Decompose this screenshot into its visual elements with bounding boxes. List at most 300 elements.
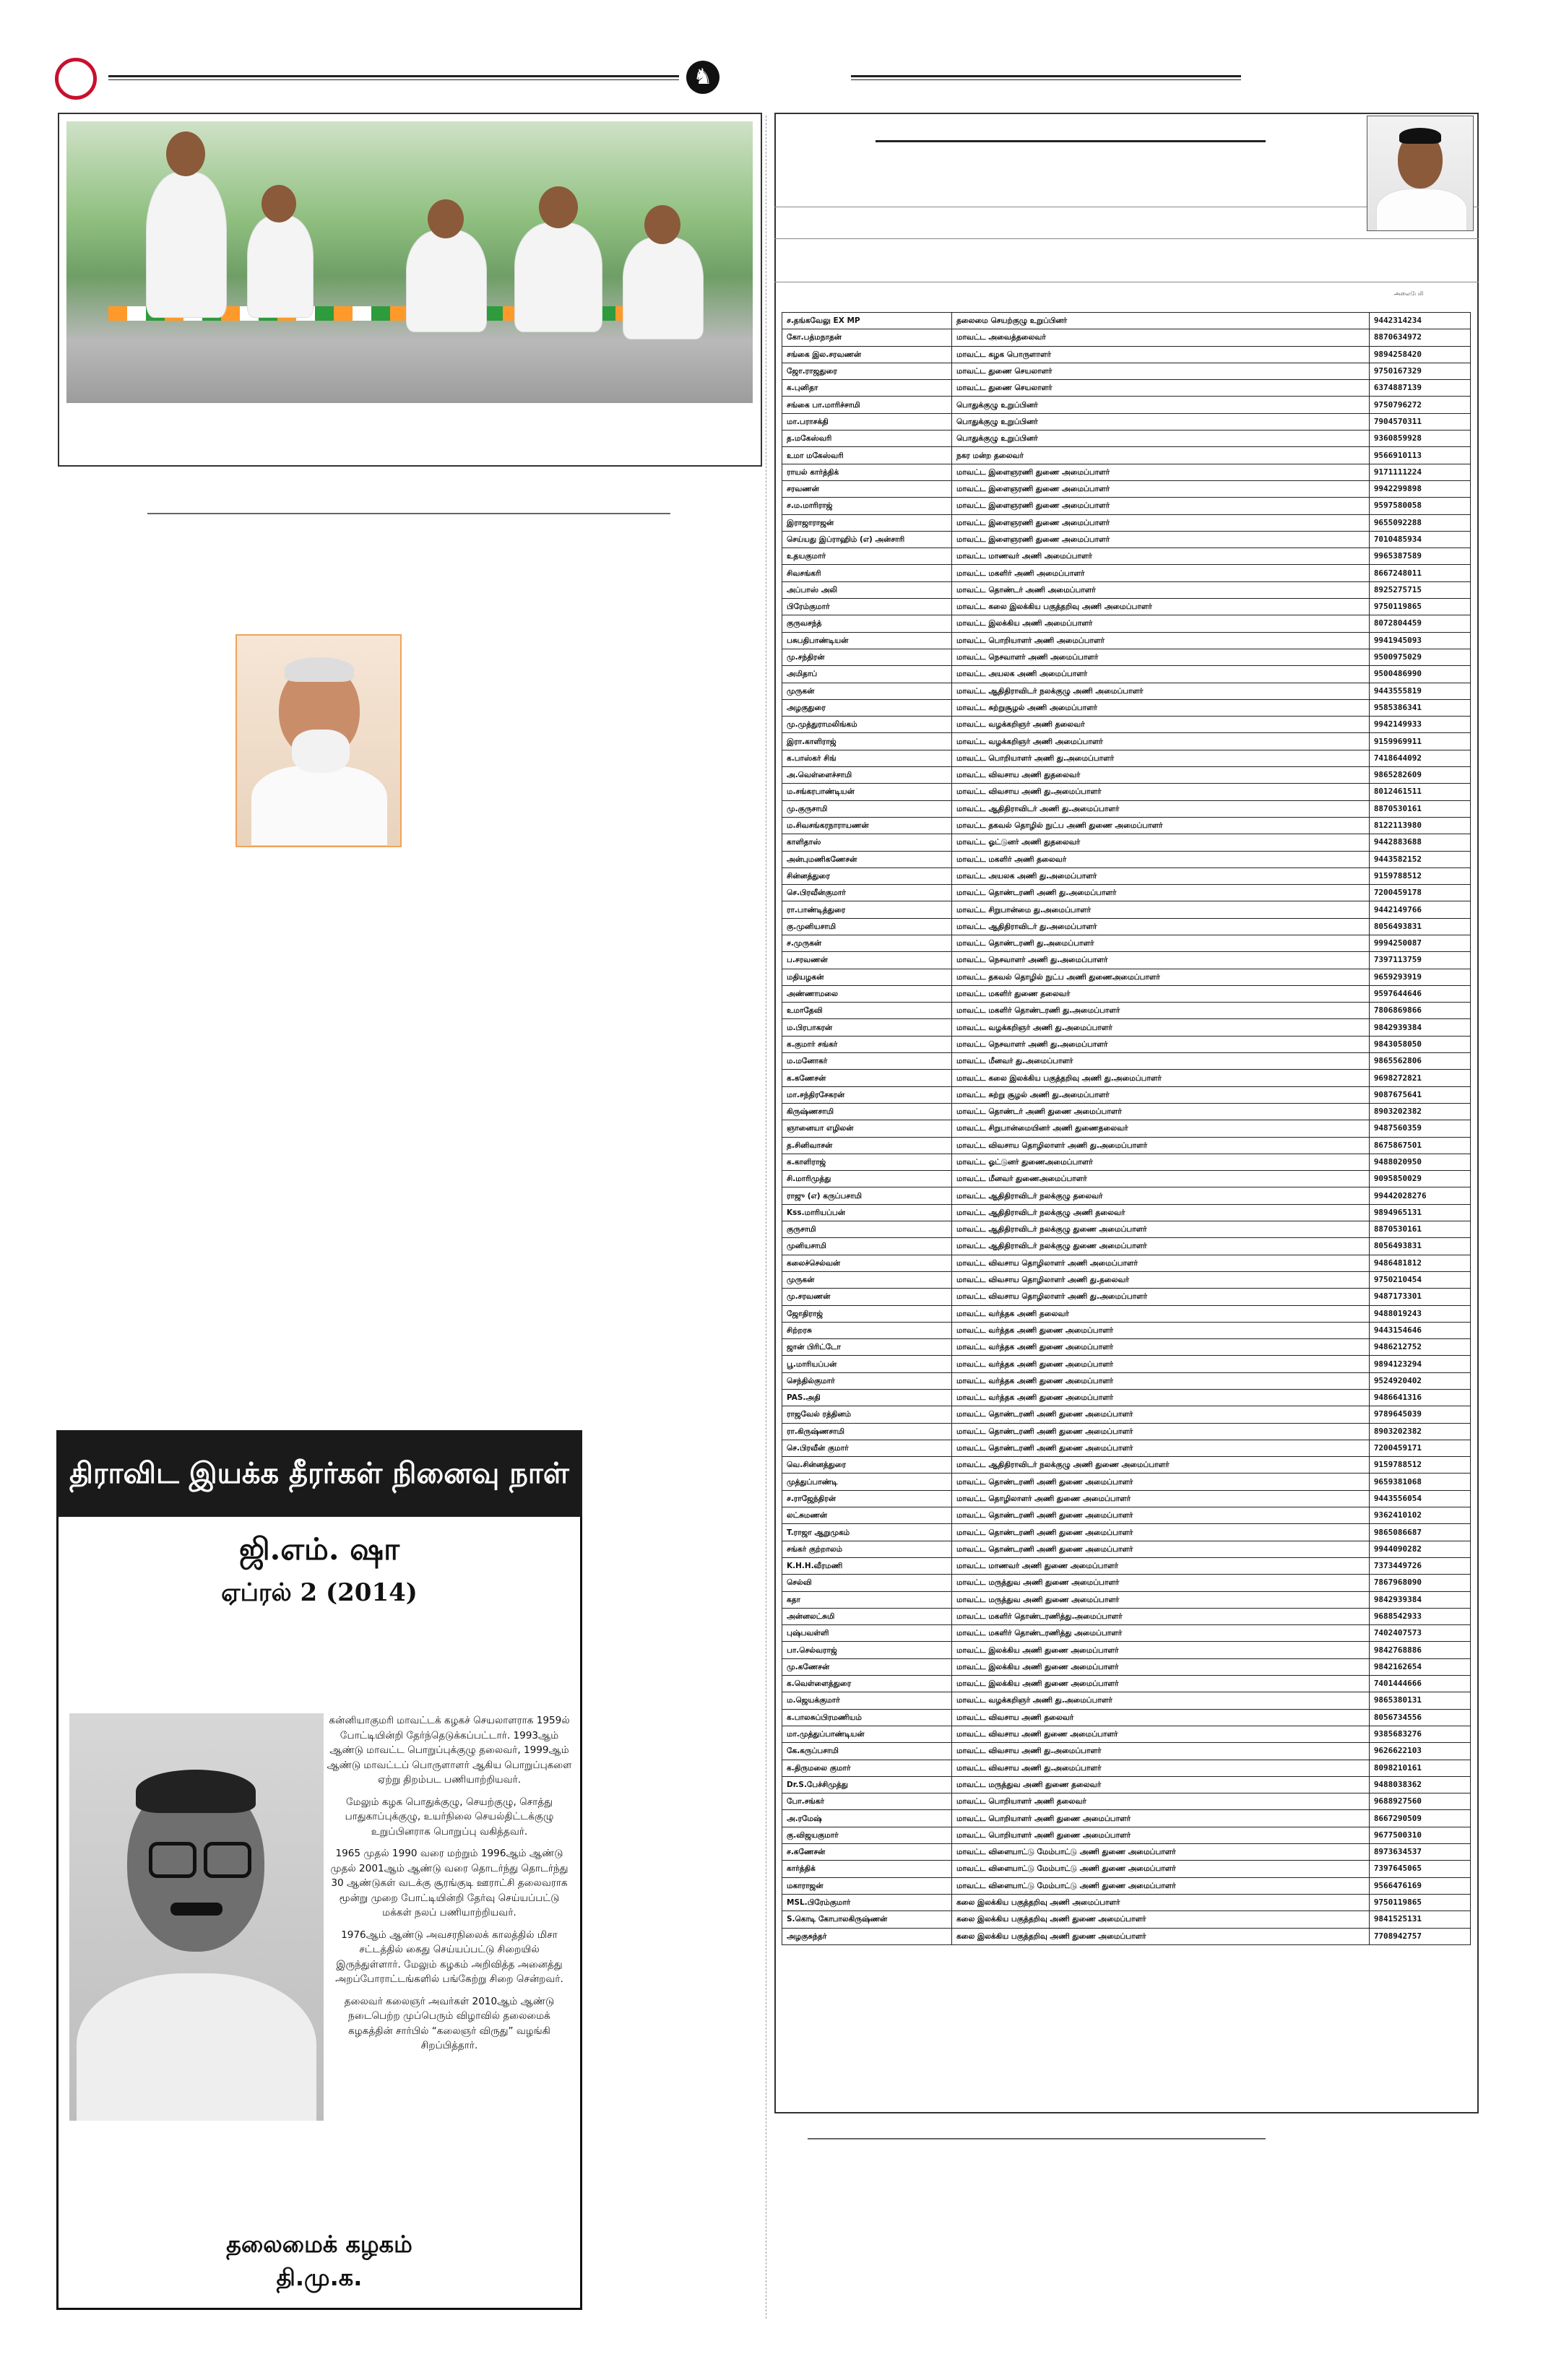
member-role: மாவட்ட தொண்டர் அணி துணை அமைப்பாளர் [951,1103,1369,1120]
member-phone: 7806869866 [1369,1003,1470,1019]
member-phone: 9750796272 [1369,397,1470,413]
table-row [782,867,1471,884]
member-phone: 9566910113 [1369,447,1470,464]
member-phone: 9894965131 [1369,1204,1470,1221]
member-role: மாவட்ட ஓட்டுனர் துணைஅமைப்பாளர் [951,1154,1369,1170]
table-row [782,1726,1471,1742]
panel-title-rule [876,140,1266,142]
member-role: பொதுக்குழு உறுப்பினர் [951,430,1369,447]
member-role: மாவட்ட மகளிர் அணி அமைப்பாளர் [951,565,1369,581]
member-name: ச.ராஜேந்திரன் [782,1490,952,1507]
table-row [782,1036,1471,1052]
member-phone: 9385683276 [1369,1726,1470,1742]
member-phone: 9159788512 [1369,1457,1470,1474]
member-role: மாவட்ட விவசாய தொழிலாளர் அணி து.அமைப்பாளர் [951,1289,1369,1305]
member-role: மாவட்ட விளையாட்டு மேம்பாட்டு அணி துணை அமைப்பாளர் [951,1877,1369,1894]
member-role: மாவட்ட சிறுபான்மையினர் அணி துணைதலைவர் [951,1120,1369,1137]
member-phone: 9688927560 [1369,1793,1470,1810]
member-role: மாவட்ட தொண்டரணி அணி துணை அமைப்பாளர் [951,1423,1369,1440]
member-name: ச.தங்கவேலு EX MP [782,313,952,329]
table-row [782,581,1471,598]
member-phone: 9655092288 [1369,514,1470,531]
member-phone: 8903202382 [1369,1423,1470,1440]
member-role: மாவட்ட பொறியாளர் அணி அமைப்பாளர் [951,632,1369,649]
member-name: செந்தில்குமார் [782,1372,952,1389]
table-row [782,969,1471,985]
member-role: மாவட்ட நெசவாளர் அணி து.அமைப்பாளர் [951,1036,1369,1052]
table-row [782,1154,1471,1170]
member-phone: 9585386341 [1369,699,1470,716]
table-row [782,1271,1471,1288]
member-name: செ.பிரவீன் குமார் [782,1440,952,1456]
member-role: மாவட்ட நெசவாளர் அணி து.அமைப்பாளர் [951,952,1369,969]
member-name: செல்வி [782,1575,952,1591]
table-row [782,666,1471,683]
person-head [428,199,464,238]
member-name: மா.முத்துப்பாண்டியன் [782,1726,952,1742]
member-phone: 8870530161 [1369,1221,1470,1238]
member-phone: 9500486990 [1369,666,1470,683]
member-role: மாவட்ட ஆதிதிராவிடர் நலக்குழு துணை அமைப்பாளர் [951,1238,1369,1255]
member-name: முனியசாமி [782,1238,952,1255]
table-row [782,901,1471,918]
member-name: ம.சிவசங்கரநாராயணன் [782,817,952,834]
left-rule [147,513,670,514]
phone-header: அலைபேசி [1393,290,1424,297]
table-row [782,1642,1471,1658]
rally-photo [66,121,753,403]
bio-paragraph: 1965 முதல் 1990 வரை மற்றும் 1996ஆம் ஆண்டு முதல் 2001ஆம் ஆண்டு வரை தொடர்ந்து தொடர்ந்து 30 ஆண்டுகள் வடக்கு சூரங்குடி ஊராட்சி தலைவராக மூன்று முறை போட்டியின்றி தேர்வு செய்யப்பட்டு மக்கள் நலப் பணியாற்றியவர். [330,1848,569,1918]
table-row [782,1760,1471,1776]
table-row [782,430,1471,447]
member-role: மாவட்ட கலை இலக்கிய பகுத்தறிவு அணி அமைப்பாளர் [951,599,1369,615]
member-phone: 9443556054 [1369,1490,1470,1507]
person-figure [146,172,227,318]
member-name: மு.முத்துராமலிங்கம் [782,717,952,733]
table-row [782,329,1471,346]
member-name: வெ.சின்னத்துரை [782,1457,952,1474]
member-phone: 7373449726 [1369,1557,1470,1574]
member-role: மாவட்ட தொண்டரணி அணி துணை அமைப்பாளர் [951,1524,1369,1541]
member-role: மாவட்ட பொறியாளர் அணி தலைவர் [951,1793,1369,1810]
member-phone: 8072804459 [1369,615,1470,632]
elephant-icon: ♞ [686,61,719,94]
table-row [782,918,1471,935]
member-phone: 8925275715 [1369,581,1470,598]
member-name: சி.மாரிமுத்து [782,1171,952,1187]
member-role: மாவட்ட வர்த்தக அணி துணை அமைப்பாளர் [951,1372,1369,1389]
memorial-date: ஏப்ரல் 2 (2014) [221,1578,418,1607]
portrait-elder [235,634,402,847]
table-row [782,1658,1471,1675]
table-row [782,834,1471,851]
member-phone: 9171111224 [1369,464,1470,480]
table-row [782,1238,1471,1255]
table-row [782,1810,1471,1827]
member-name: அ.ரமேஷ் [782,1810,952,1827]
member-role: மாவட்ட விளையாட்டு மேம்பாட்டு அணி துணை அமைப்பாளர் [951,1844,1369,1861]
member-phone: 9597644646 [1369,985,1470,1002]
member-role: மாவட்ட வர்த்தக அணி துணை அமைப்பாளர் [951,1390,1369,1406]
member-phone: 9842939384 [1369,1019,1470,1036]
member-name: அன்புமணிகணேசன் [782,851,952,867]
member-phone: 8667290509 [1369,1810,1470,1827]
member-phone: 8675867501 [1369,1137,1470,1154]
member-name: ரா.கிருஷ்ணசாமி [782,1423,952,1440]
glasses-icon [204,1842,251,1878]
table-row [782,498,1471,514]
bio-paragraph: மேலும் கழக பொதுக்குழு, செயற்குழு, சொத்து பாதுகாப்புக்குழு, உயர்நிலை செயல்திட்டக்குழு உறுப்பினராக பொறுப்பு வகித்தவர். [345,1796,554,1838]
member-name: MSL.பிரேம்குமார் [782,1894,952,1911]
member-name: அப்பாஸ் அலி [782,581,952,598]
table-row [782,1053,1471,1070]
members-table [782,312,1471,1945]
member-role: மாவட்ட பொறியாளர் அணி துணை அமைப்பாளர் [951,1810,1369,1827]
member-name: க.திருமலை குமார் [782,1760,952,1776]
member-phone: 9865282609 [1369,767,1470,784]
member-phone: 9659381068 [1369,1474,1470,1490]
member-name: ராயல் கார்த்திக் [782,464,952,480]
member-phone: 9566476169 [1369,1877,1470,1894]
member-phone: 9442883688 [1369,834,1470,851]
member-name: அ.வெள்ளைச்சாமி [782,767,952,784]
leader-hair [1399,128,1441,144]
person-head [539,186,578,228]
portrait-beard [292,730,350,773]
person-figure [406,230,487,332]
member-name: மா.சந்திரசேகரன் [782,1086,952,1103]
panel-bottom-rule [808,2138,1266,2139]
member-role: மாவட்ட தொழிலாளர் அணி துணை அமைப்பாளர் [951,1490,1369,1507]
member-role: மாவட்ட விவசாய தொழிலாளர் அணி து.தலைவர் [951,1271,1369,1288]
member-name: உமா மகேஸ்வரி [782,447,952,464]
table-row [782,1844,1471,1861]
table-row [782,313,1471,329]
member-role: பொதுக்குழு உறுப்பினர் [951,397,1369,413]
member-role: மாவட்ட மாணவர் அணி துணை அமைப்பாளர் [951,1557,1369,1574]
member-phone: 9488020950 [1369,1154,1470,1170]
memorial-name: ஜி.எம். ஷா [238,1531,400,1567]
member-name: ஜோ.ராஜதுரை [782,363,952,379]
member-name: கார்த்திக் [782,1861,952,1877]
member-name: Kss.மாரியப்பன் [782,1204,952,1221]
member-name: குருசாமி [782,1221,952,1238]
member-role: மாவட்ட தொண்டரணி அணி து.அமைப்பாளர் [951,885,1369,901]
table-row [782,1861,1471,1877]
member-role: கலை இலக்கிய பகுத்தறிவு அணி துணை அமைப்பாளர் [951,1911,1369,1928]
member-name: ஞானையா எழிலன் [782,1120,952,1137]
member-name: மதியழகன் [782,969,952,985]
member-role: மாவட்ட சுற்றுசூழல் அணி அமைப்பாளர் [951,699,1369,716]
member-role: மாவட்ட மாணவர் அணி அமைப்பாளர் [951,548,1369,565]
table-row [782,817,1471,834]
member-name: கலைச்செல்வன் [782,1255,952,1271]
table-row [782,1877,1471,1894]
member-phone: 8056493831 [1369,918,1470,935]
table-row [782,599,1471,615]
member-name: மு.கணேசன் [782,1658,952,1675]
member-role: மாவட்ட விளையாட்டு மேம்பாட்டு அணி துணை அமைப்பாளர் [951,1861,1369,1877]
table-row [782,380,1471,397]
member-role: மாவட்ட விவசாய அணி துணை அமைப்பாளர் [951,1726,1369,1742]
member-role: தலைமை செயற்குழு உறுப்பினர் [951,313,1369,329]
table-row [782,1608,1471,1624]
member-phone: 9865086687 [1369,1524,1470,1541]
member-name: S.கொடி கோபாலகிருஷ்ணன் [782,1911,952,1928]
member-role: மாவட்ட இளைஞரணி துணை அமைப்பாளர் [951,498,1369,514]
member-name: பூ.மாரியப்பன் [782,1356,952,1372]
table-row [782,800,1471,817]
member-phone: 9842162654 [1369,1658,1470,1675]
member-name: புஷ்பவள்ளி [782,1625,952,1642]
member-role: மாவட்ட விவசாய அணி தலைவர் [951,1709,1369,1726]
member-name: Dr.S.பேச்சிமுத்து [782,1776,952,1793]
table-row [782,1137,1471,1154]
member-phone: 9487560359 [1369,1120,1470,1137]
portrait-leader [1367,116,1474,231]
member-name: முருகன் [782,683,952,699]
member-role: மாவட்ட மகளிர் தொண்டரணி து.அமைப்பாளர் [951,1003,1369,1019]
table-row [782,935,1471,951]
table-row [782,1339,1471,1356]
member-phone: 6374887139 [1369,380,1470,397]
member-role: மாவட்ட ஆதிதிராவிடர் அணி து.அமைப்பாளர் [951,800,1369,817]
member-role: மாவட்ட இளைஞரணி துணை அமைப்பாளர் [951,531,1369,548]
table-row [782,1440,1471,1456]
table-row [782,1524,1471,1541]
table-row [782,1490,1471,1507]
member-phone: 9942299898 [1369,480,1470,497]
portrait-shirt [251,766,387,845]
memorial-photo-shirt [77,1973,316,2121]
member-role: மாவட்ட கலை இலக்கிய பகுத்தறிவு அணி து.அமைப்பாளர் [951,1070,1369,1086]
member-phone: 9842939384 [1369,1591,1470,1608]
table-row [782,1305,1471,1322]
member-name: மு.குருசாமி [782,800,952,817]
table-row [782,1322,1471,1338]
member-phone: 7401444666 [1369,1676,1470,1692]
table-row [782,1692,1471,1709]
table-row [782,1625,1471,1642]
member-name: முருகன் [782,1271,952,1288]
member-role: மாவட்ட வழக்கறிஞர் அணி து.அமைப்பாளர் [951,1692,1369,1709]
table-row [782,1507,1471,1524]
member-role: மாவட்ட தொண்டரணி அணி துணை அமைப்பாளர் [951,1440,1369,1456]
member-name: ராஜவேல் ரத்தினம் [782,1406,952,1423]
person-head [644,205,680,244]
member-role: மாவட்ட இலக்கிய அணி துணை அமைப்பாளர் [951,1676,1369,1692]
member-role: மாவட்ட அயலக அணி து.அமைப்பாளர் [951,867,1369,884]
table-row [782,1372,1471,1389]
member-phone: 8667248011 [1369,565,1470,581]
member-phone: 9843058050 [1369,1036,1470,1052]
member-phone: 8056493831 [1369,1238,1470,1255]
member-name: குருவசந்த் [782,615,952,632]
table-row [782,632,1471,649]
glasses-icon [149,1842,196,1878]
member-phone: 9688542933 [1369,1608,1470,1624]
member-role: மாவட்ட இலக்கிய அணி அமைப்பாளர் [951,615,1369,632]
member-name: த.சினிவாசன் [782,1137,952,1154]
table-row [782,1120,1471,1137]
member-role: மாவட்ட தொண்டரணி அணி துணை அமைப்பாளர் [951,1406,1369,1423]
circle-logo-icon [55,58,97,100]
member-phone: 9841525131 [1369,1911,1470,1928]
table-row [782,717,1471,733]
table-row [782,1709,1471,1726]
member-name: காளிதாஸ் [782,834,952,851]
member-role: மாவட்ட மீனவர் து.அமைப்பாளர் [951,1053,1369,1070]
member-role: மாவட்ட சுற்று சூழல் அணி து.அமைப்பாளர் [951,1086,1369,1103]
table-row [782,615,1471,632]
member-phone: 7010485934 [1369,531,1470,548]
member-role: மாவட்ட ஓட்டுனர் அணி துதலைவர் [951,834,1369,851]
table-row [782,1356,1471,1372]
member-role: மாவட்ட ஆதிதிராவிடர் நலக்குழு துணை அமைப்பாளர் [951,1221,1369,1238]
member-role: மாவட்ட மருத்துவ அணி துணை அமைப்பாளர் [951,1591,1369,1608]
member-name: ரா.பாண்டித்துரை [782,901,952,918]
member-phone: 9486212752 [1369,1339,1470,1356]
member-name: த.மகேஸ்வரி [782,430,952,447]
member-name: ச.முருகன் [782,935,952,951]
member-phone: 8903202382 [1369,1103,1470,1120]
member-role: மாவட்ட சிறுபான்மை து.அமைப்பாளர் [951,901,1369,918]
member-name: ச.கணேசன் [782,1844,952,1861]
member-name: லட்சுமணன் [782,1507,952,1524]
header-rule-right [851,75,1241,80]
member-role: பொதுக்குழு உறுப்பினர் [951,413,1369,430]
member-role: மாவட்ட விவசாய அணி து.அமைப்பாளர் [951,784,1369,800]
member-phone: 9488019243 [1369,1305,1470,1322]
table-row [782,1894,1471,1911]
member-phone: 7708942757 [1369,1928,1470,1944]
member-name: செ.பிரவீன்குமார் [782,885,952,901]
table-row [782,1255,1471,1271]
member-phone: 9360859928 [1369,430,1470,447]
member-role: மாவட்ட விவசாய அணி துதலைவர் [951,767,1369,784]
bio-paragraph: 1976ஆம் ஆண்டு அவசரநிலைக் காலத்தில் மிசா சட்டத்தில் கைது செய்யப்பட்டு சிறையில் இருந்துள்ளார். மேலும் கழகம் அறிவித்த அனைத்து அறப்போராட்டங்களில் பங்கேற்று சிறை சென்றவர். [335,1929,563,1985]
member-role: மாவட்ட இலக்கிய அணி துணை அமைப்பாளர் [951,1642,1369,1658]
member-name: அன்னலட்சுமி [782,1608,952,1624]
member-name: மகாராஜன் [782,1877,952,1894]
member-role: மாவட்ட அயலக அணி அமைப்பாளர் [951,666,1369,683]
member-phone: 9362410102 [1369,1507,1470,1524]
member-name: PAS.அதி [782,1390,952,1406]
member-name: மா.பராசக்தி [782,413,952,430]
member-phone: 9488038362 [1369,1776,1470,1793]
member-phone: 7418644092 [1369,750,1470,766]
member-role: மாவட்ட ஆதிதிராவிடர் நலக்குழு அணி துணை அமைப்பாளர் [951,1457,1369,1474]
member-role: மாவட்ட மகளிர் துணை தலைவர் [951,985,1369,1002]
table-row [782,1575,1471,1591]
memorial-footer-org: தலைமைக் கழகம் [226,2230,412,2258]
member-phone: 9443582152 [1369,851,1470,867]
member-role: மாவட்ட தகவல் தொழில் நுட்ப அணி துணைஅமைப்பாளர் [951,969,1369,985]
table-row [782,1171,1471,1187]
member-name: க.பாஸ்கர் சிங் [782,750,952,766]
member-role: மாவட்ட வர்த்தக அணி துணை அமைப்பாளர் [951,1339,1369,1356]
member-name: அமிதாப் [782,666,952,683]
member-name: ப.சரவணன் [782,952,952,969]
table-row [782,1423,1471,1440]
member-name: ஜோதிராஜ் [782,1305,952,1322]
member-name: ம.மனோகர் [782,1053,952,1070]
member-role: மாவட்ட துணை செயலாளர் [951,380,1369,397]
member-phone: 9994250087 [1369,935,1470,951]
table-row [782,565,1471,581]
member-phone: 9944090282 [1369,1541,1470,1557]
member-name: ச.ம.மாரிராஜ் [782,498,952,514]
person-head [262,185,296,222]
member-role: மாவட்ட தொண்டர் அணி அமைப்பாளர் [951,581,1369,598]
member-role: மாவட்ட துணை செயலாளர் [951,363,1369,379]
member-phone: 9750119865 [1369,599,1470,615]
member-name: அழகுசுந்தர் [782,1928,952,1944]
table-row [782,480,1471,497]
table-row [782,1204,1471,1221]
member-phone: 9894123294 [1369,1356,1470,1372]
members-table-body [782,313,1471,1945]
member-role: மாவட்ட வழக்கறிஞர் அணி தலைவர் [951,717,1369,733]
member-name: உமாதேவி [782,1003,952,1019]
table-row [782,1557,1471,1574]
member-phone: 9500975029 [1369,649,1470,665]
memorial-photo-moustache [170,1903,222,1916]
member-role: மாவட்ட தொண்டரணி அணி துணை அமைப்பாளர் [951,1474,1369,1490]
member-role: மாவட்ட தொண்டரணி து.அமைப்பாளர் [951,935,1369,951]
member-role: மாவட்ட மருத்துவ அணி துணை அமைப்பாளர் [951,1575,1369,1591]
member-name: ம.சங்கரபாண்டியன் [782,784,952,800]
member-name: க.பாலசுப்பிரமணியம் [782,1709,952,1726]
table-row [782,363,1471,379]
member-phone: 9865562806 [1369,1053,1470,1070]
member-role: மாவட்ட வழக்கறிஞர் அணி அமைப்பாளர் [951,733,1369,750]
member-phone: 8098210161 [1369,1760,1470,1776]
member-name: T.ராஜா ஆறுமுகம் [782,1524,952,1541]
member-role: மாவட்ட ஆதிதிராவிடர் நலக்குழு அணி தலைவர் [951,1204,1369,1221]
table-row [782,784,1471,800]
member-phone: 9965387589 [1369,548,1470,565]
member-phone: 9942149933 [1369,717,1470,733]
table-row [782,1187,1471,1204]
table-row [782,1019,1471,1036]
member-role: மாவட்ட ஆதிதிராவிடர் து.அமைப்பாளர் [951,918,1369,935]
member-name: க.புனிதா [782,380,952,397]
table-row [782,952,1471,969]
member-role: கலை இலக்கிய பகுத்தறிவு அணி துணை அமைப்பாளர் [951,1928,1369,1944]
member-role: மாவட்ட தொண்டரணி அணி துணை அமைப்பாளர் [951,1507,1369,1524]
member-role: மாவட்ட அவைத்தலைவர் [951,329,1369,346]
member-role: மாவட்ட மீனவர் துணைஅமைப்பாளர் [951,1171,1369,1187]
table-row [782,531,1471,548]
member-phone: 8973634537 [1369,1844,1470,1861]
member-phone: 9597580058 [1369,498,1470,514]
member-phone: 8056734556 [1369,1709,1470,1726]
memorial-banner: திராவிட இயக்க தீரர்கள் நினைவு நாள் [56,1430,582,1517]
member-role: கலை இலக்கிய பகுத்தறிவு அணி அமைப்பாளர் [951,1894,1369,1911]
member-name: சின்னத்துரை [782,867,952,884]
member-name: கதா [782,1591,952,1608]
member-name: போ.சங்கர் [782,1793,952,1810]
member-role: மாவட்ட ஆதிதிராவிடர் நலக்குழு அணி அமைப்பாளர் [951,683,1369,699]
member-phone: 9842768886 [1369,1642,1470,1658]
member-phone: 9941945093 [1369,632,1470,649]
person-figure [247,215,314,318]
member-phone: 9486641316 [1369,1390,1470,1406]
member-name: கு.முனியசாமி [782,918,952,935]
member-role: மாவட்ட விவசாய அணி து.அமைப்பாளர் [951,1760,1369,1776]
member-name: சங்கர் குற்றாலம் [782,1541,952,1557]
